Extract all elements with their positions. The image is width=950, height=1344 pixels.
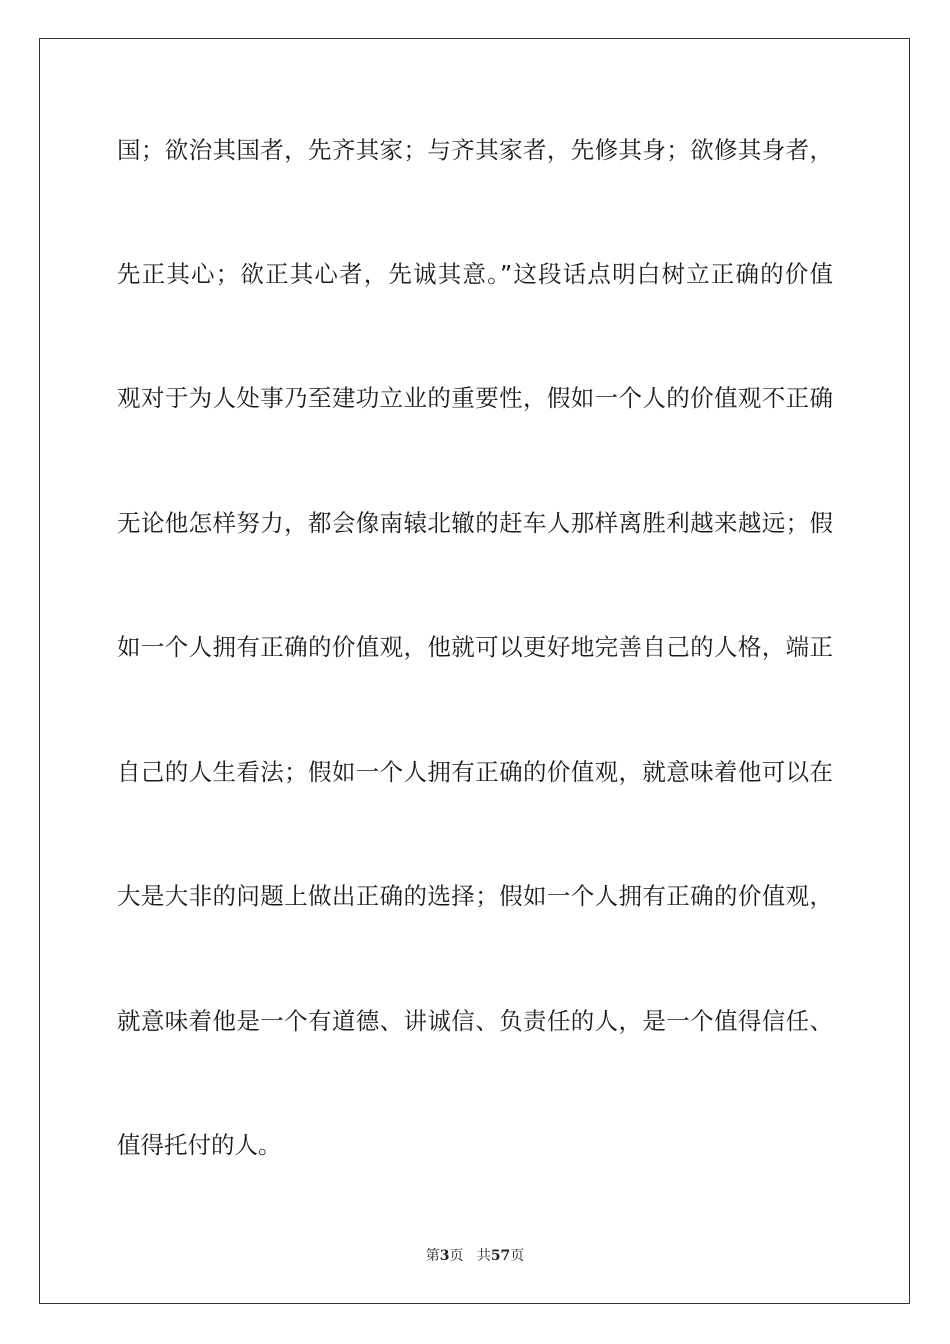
paragraph-line: 观对于为人处事乃至建功立业的重要性，假如一个人的价值观不正确 [117,384,833,412]
paragraph-line: 大是大非的问题上做出正确的选择；假如一个人拥有正确的价值观， [117,882,833,910]
paragraph-line: 国；欲治其国者，先齐其家；与齐其家者，先修其身；欲修其身者， [117,136,833,164]
page-unit: 页 [449,1248,464,1264]
page-footer [0,1246,950,1266]
paragraph-line: 先正其心；欲正其心者，先诚其意。”这段话点明白树立正确的价值 [117,260,833,288]
total-unit: 页 [510,1248,525,1264]
current-page-number: 3 [439,1248,450,1264]
total-prefix: 共 [476,1248,491,1264]
paragraph-line: 无论他怎样努力，都会像南辕北辙的赶车人那样离胜利越来越远；假 [117,509,833,537]
paragraph-line: 值得托付的人。 [117,1131,282,1159]
paragraph-line: 如一个人拥有正确的价值观，他就可以更好地完善自己的人格，端正 [117,633,833,661]
paragraph-line: 就意味着他是一个有道德、讲诚信、负责任的人，是一个值得信任、 [117,1007,833,1035]
total-page-count: 57 [490,1248,511,1264]
paragraph-line: 自己的人生看法；假如一个人拥有正确的价值观，就意味着他可以在 [117,758,833,786]
page-border [39,38,910,1304]
page-prefix: 第 [425,1248,440,1264]
